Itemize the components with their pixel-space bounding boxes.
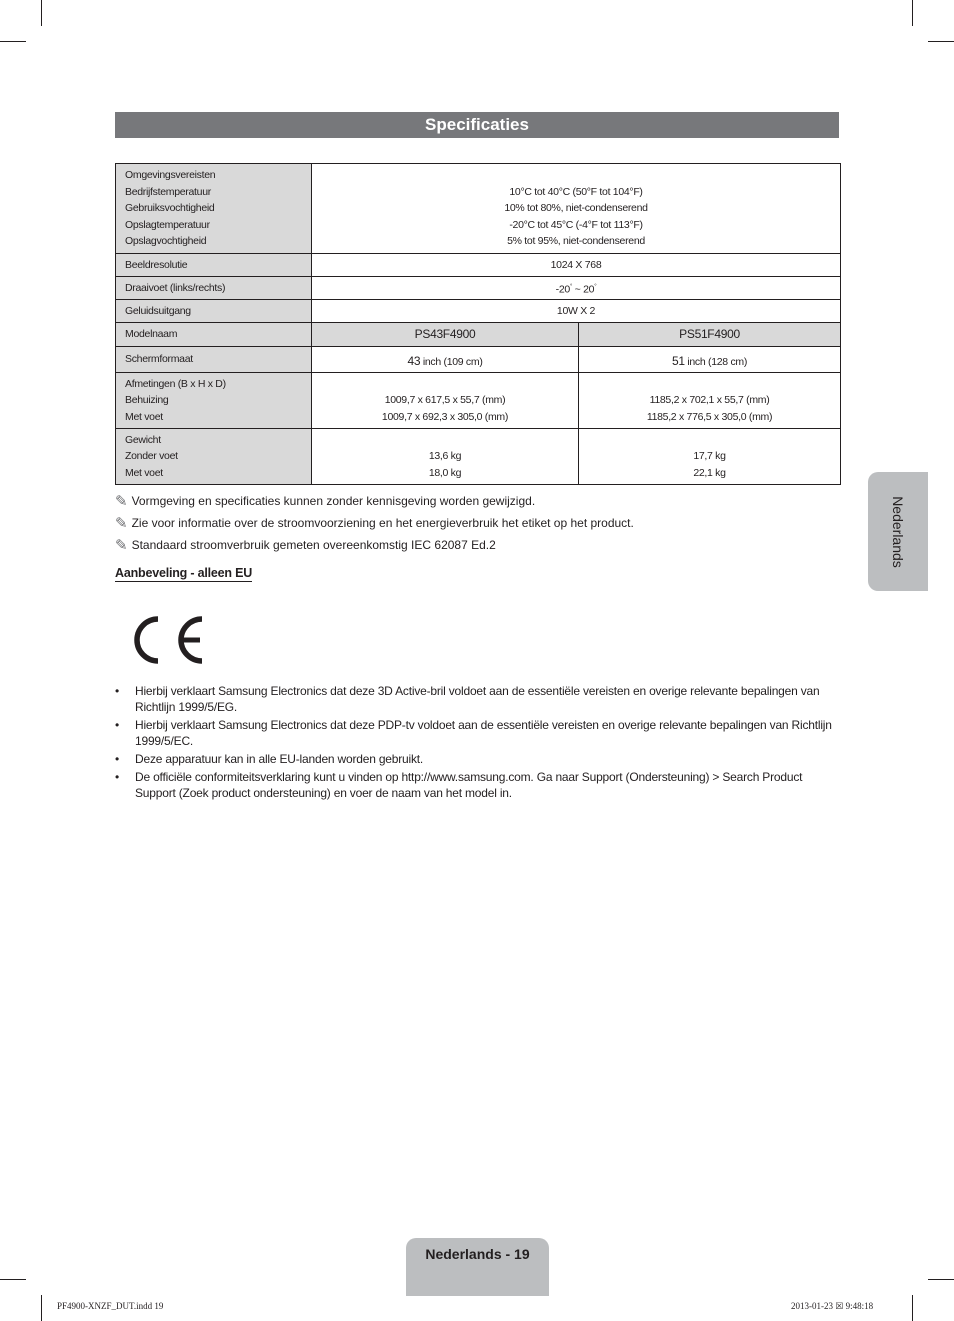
- recommendation-heading: Aanbeveling - alleen EU: [115, 566, 253, 580]
- table-row: [116, 164, 841, 254]
- note-pencil-icon: ✎: [115, 537, 128, 554]
- page-number-label: Nederlands - 19: [425, 1246, 530, 1262]
- screen-size-1: 43 inch (109 cm): [312, 347, 579, 373]
- resolution-value: 1024 X 768: [312, 254, 841, 277]
- weight-without-value: 17,7 kg: [693, 450, 726, 462]
- env-row-label: Gebruiksvochtigheid: [125, 202, 215, 215]
- env-row-value: 10% tot 80%, niet-condenserend: [504, 202, 648, 214]
- spec-table: [115, 163, 841, 485]
- crop-mark: [928, 41, 954, 42]
- swivel-label: Draaivoet (links/rechts): [116, 277, 312, 300]
- crop-mark: [928, 1279, 954, 1280]
- weight-with-value: 18,0 kg: [428, 466, 462, 479]
- dimensions-body-label: Behuizing: [125, 394, 169, 407]
- env-row-value: 5% tot 95%, niet-condenserend: [507, 235, 645, 247]
- crop-mark: [41, 1295, 42, 1321]
- table-row: [116, 429, 841, 485]
- weight-without-value: 13,6 kg: [428, 450, 462, 462]
- crop-mark: [0, 41, 26, 42]
- swivel-value: -20° ~ 20°: [312, 277, 841, 300]
- language-side-tab: [868, 472, 928, 591]
- crop-mark: [912, 1295, 913, 1321]
- model-label: Modelnaam: [116, 323, 312, 347]
- env-row-label: Opslagtemperatuur: [125, 218, 210, 231]
- list-item: • Hierbij verklaart Samsung Electronics dat deze PDP-tv voldoet aan de essentiële vereisten en overige relevante bepalingen van Richtlijn 1999/5/EC.: [115, 718, 832, 748]
- dimensions-value-2: [579, 373, 841, 429]
- env-value-cell: [312, 164, 841, 254]
- env-label-cell: [116, 164, 312, 254]
- page-number-tab: [406, 1238, 549, 1296]
- resolution-label: Beeldresolutie: [116, 254, 312, 277]
- table-row: [116, 254, 841, 277]
- note-pencil-icon: ✎: [115, 515, 128, 532]
- list-item: • De officiële conformiteitsverklaring kunt u vinden op http://www.samsung.com. Ga naar Support (Ondersteuning) > Search Product Support (Zoek product ondersteuning) en voer de naam van het model in.: [115, 770, 803, 800]
- date-slug: 2013-01-23 ☒ 9:48:18: [791, 1301, 874, 1311]
- dimensions-body-value: 1185,2 x 702,1 x 55,7 (mm): [649, 394, 770, 406]
- env-row-value: 10°C tot 40°C (50°F tot 104°F): [509, 185, 643, 198]
- screen-size-2: 51 inch (128 cm): [579, 347, 841, 373]
- weight-value-2: [579, 429, 841, 485]
- dimensions-stand-value: 1185,2 x 776,5 x 305,0 (mm): [646, 410, 773, 423]
- dimensions-stand-value: 1009,7 x 692,3 x 305,0 (mm): [381, 410, 509, 423]
- table-row: [116, 347, 841, 373]
- list-item: • Deze apparatuur kan in alle EU-landen worden gebruikt.: [115, 752, 424, 766]
- dimensions-label-cell: [116, 373, 312, 429]
- dimensions-body-value: 1009,7 x 617,5 x 55,7 (mm): [384, 394, 506, 406]
- file-slug: PF4900-XNZF_DUT.indd 19: [57, 1301, 164, 1311]
- crop-mark: [912, 0, 913, 26]
- screen-label: Schermformaat: [116, 347, 312, 373]
- model-name-1: PS43F4900: [312, 323, 579, 347]
- list-item: • Hierbij verklaart Samsung Electronics dat deze 3D Active-bril voldoet aan de essentiële vereisten en overige relevante bepalingen van Richtlijn 1999/5/EG.: [115, 684, 820, 714]
- model-name-2: PS51F4900: [579, 323, 841, 347]
- table-row: [116, 300, 841, 323]
- audio-value: 10W X 2: [312, 300, 841, 323]
- weight-with-value: 22,1 kg: [693, 466, 726, 479]
- page-title: Specificaties: [115, 112, 839, 138]
- ce-mark-icon: [130, 614, 206, 666]
- note-pencil-icon: ✎: [115, 493, 128, 510]
- table-row: [116, 323, 841, 347]
- weight-without-label: Zonder voet: [125, 450, 178, 463]
- dimensions-heading: Afmetingen (B x H x D): [125, 377, 226, 390]
- weight-label-cell: [116, 429, 312, 485]
- recommendation-list: [115, 683, 841, 803]
- note: ✎ Zie voor informatie over de stroomvoorziening en het energieverbruik het etiket op het product.: [115, 515, 634, 532]
- env-row-label: Bedrijfstemperatuur: [125, 185, 211, 198]
- weight-with-label: Met voet: [125, 466, 163, 479]
- crop-mark: [41, 0, 42, 26]
- note: ✎ Standaard stroomverbruik gemeten overeenkomstig IEC 62087 Ed.2: [115, 537, 496, 554]
- weight-value-1: [312, 429, 579, 485]
- audio-label: Geluidsuitgang: [116, 300, 312, 323]
- env-heading: Omgevingsvereisten: [125, 169, 216, 182]
- crop-mark: [0, 1279, 26, 1280]
- note: ✎ Vormgeving en specificaties kunnen zonder kennisgeving worden gewijzigd.: [115, 493, 536, 510]
- dimensions-value-1: [312, 373, 579, 429]
- table-row: [116, 373, 841, 429]
- table-row: [116, 277, 841, 300]
- weight-heading: Gewicht: [125, 433, 161, 446]
- env-row-value: -20°C tot 45°C (-4°F tot 113°F): [509, 218, 643, 231]
- env-row-label: Opslagvochtigheid: [125, 235, 207, 248]
- dimensions-stand-label: Met voet: [125, 410, 163, 423]
- language-side-tab-label: Nederlands: [890, 495, 906, 568]
